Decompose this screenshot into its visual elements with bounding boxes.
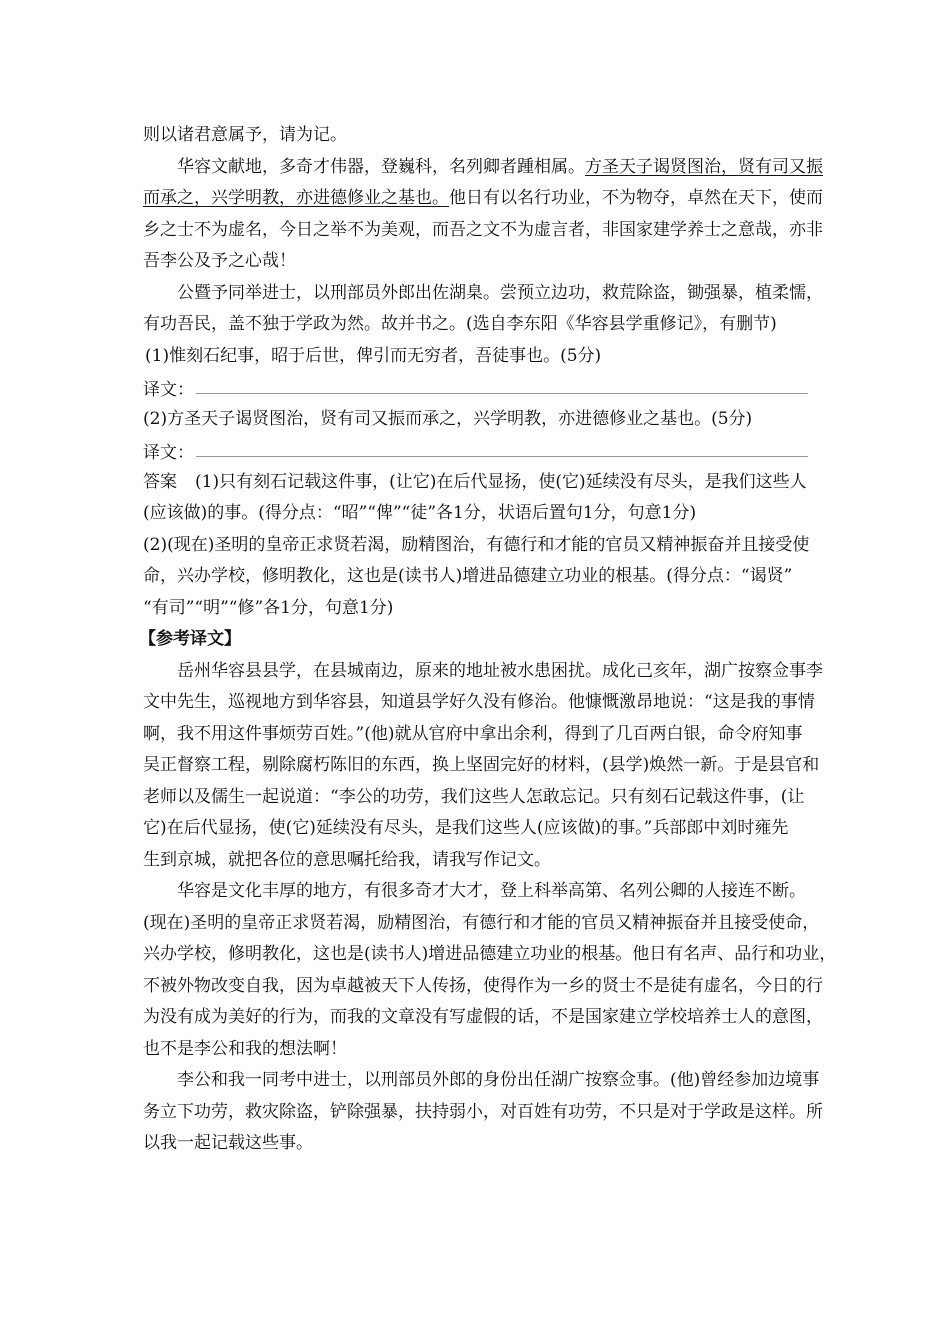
- passage-line: 有功吾民，盖不独于学政为然。故并书之。(选自李东阳《华容县学重修记》，有删节): [143, 314, 777, 334]
- reference-line: 岳州华容县县学，在县城南边，原来的地址被水患困扰。成化己亥年，湖广按察佥事李: [177, 660, 823, 681]
- answer-line: 命，兴办学校，修明教化，这也是(读书人)增进品德建立功业的根基。(得分点：“谒贤”: [143, 566, 793, 586]
- passage-line: 公暨予同举进士，以刑部员外郎出佐湖臬。尝预立边功，救荒除盗，锄强暴，植柔懦，: [177, 282, 823, 303]
- reference-paragraph-3: [143, 1065, 823, 1160]
- reference-line: 兴办学校，修明教化，这也是(读书人)增进品德建立功业的根基。他日有名声、品行和功业，: [143, 944, 837, 964]
- reference-line: 为没有成为美好的行为，而我的文章没有写虚假的话，不是国家建立学校培养士人的意图，: [143, 1007, 823, 1027]
- question-2: (2)方圣天子谒贤图治，贤有司又振而承之，兴学明教，亦进德修业之基也。(5分): [143, 408, 753, 429]
- reference-line: 吴正督察工程，剔除腐朽陈旧的东西，换上坚固完好的材料，(县学)焕然一新。于是县官和: [143, 755, 820, 775]
- underlined-sentence: 而承之，兴学明教，亦进德修业之基也。: [143, 188, 449, 208]
- answer-label: 答案: [143, 471, 177, 492]
- answer-blank-2[interactable]: [196, 456, 808, 457]
- passage-line: 乡之士不为虚名，今日之举不为美观，而吾之文不为虚言者，非国家建学养士之意哉，亦非: [143, 219, 823, 240]
- answer-blank-1[interactable]: [196, 393, 808, 394]
- reference-line: 华容是文化丰厚的地方，有很多奇才大才，登上科举高第、名列公卿的人接连不断。: [177, 881, 806, 901]
- answer-line: “有司”“明”“修”各1分，句意1分): [143, 597, 394, 618]
- reference-paragraph-2: [143, 876, 837, 1065]
- answer-row-1: [143, 372, 823, 404]
- passage-line: [143, 183, 823, 215]
- question-1: (1)惟刻石纪事，昭于后世，俾引而无穷者，吾徒事也。(5分): [145, 345, 602, 366]
- answer-line: [143, 467, 823, 499]
- answer-line: (2)(现在)圣明的皇帝正求贤若渴，励精图治，有德行和才能的官员又精神振奋并且接受使: [143, 534, 810, 555]
- answer-text: (1)只有刻石记载这件事，(让它)在后代显扬，使(它)延续没有尽头，是我们这些人: [195, 471, 807, 492]
- answer-row-2: [143, 435, 823, 467]
- passage-line: 吾李公及予之心哉！: [143, 251, 296, 271]
- passage-text: 他日有以名行功业，不为物夺，卓然在天下，使而: [449, 188, 823, 208]
- document-page: [139, 120, 837, 1160]
- reference-line: 文中先生，巡视地方到华容县，知道县学好久没有修治。他慷慨激昂地说：“这是我的事情: [143, 692, 815, 712]
- reference-line: 生到京城，就把各位的意思嘱托给我，请我写作记文。: [143, 849, 551, 870]
- underlined-sentence: 方圣天子谒贤图治，贤有司又振: [585, 156, 823, 177]
- reference-line: 务立下功劳，救灾除盗，铲除强暴，扶持弱小，对百姓有功劳，不只是对于学政是这样。所: [143, 1101, 823, 1122]
- reference-heading: 【参考译文】: [139, 629, 241, 649]
- passage-line: [143, 152, 823, 184]
- translation-label: 译文：: [143, 443, 194, 464]
- translation-label: 译文：: [143, 380, 194, 401]
- answer-line: (应该做)的事。(得分点：“昭”“俾”“徒”各1分，状语后置句1分，句意1分): [143, 503, 697, 523]
- reference-paragraph-1: [143, 656, 823, 877]
- reference-line: 不被外物改变自我，因为卓越被天下人传扬，使得作为一乡的贤士不是徒有虚名，今日的行: [143, 975, 823, 996]
- reference-line: 它)在后代显扬，使(它)延续没有尽头，是我们这些人(应该做)的事。”兵部郎中刘时雍先: [143, 818, 789, 838]
- reference-line: 李公和我一同考中进士，以刑部员外郎的身份出任湖广按察佥事。(他)曾经参加边境事: [177, 1070, 820, 1090]
- reference-line: 啊，我不用这件事烦劳百姓。”(他)就从官府中拿出余利，得到了几百两白银，命令府知事: [143, 723, 803, 744]
- passage-line: 则以诸君意属予，请为记。: [143, 125, 347, 145]
- reference-line: 老师以及儒生一起说道：“李公的功劳，我们这些人怎敢忘记。只有刻石记载这件事，(让: [143, 786, 805, 807]
- reference-line: 也不是李公和我的想法啊！: [143, 1038, 347, 1059]
- passage-text: 华容文献地，多奇才伟器，登巍科，名列卿者踵相属。: [177, 156, 585, 177]
- reference-line: 以我一起记载这些事。: [143, 1133, 313, 1153]
- reference-line: (现在)圣明的皇帝正求贤若渴，励精图治，有德行和才能的官员又精神振奋并且接受使命，: [143, 912, 820, 933]
